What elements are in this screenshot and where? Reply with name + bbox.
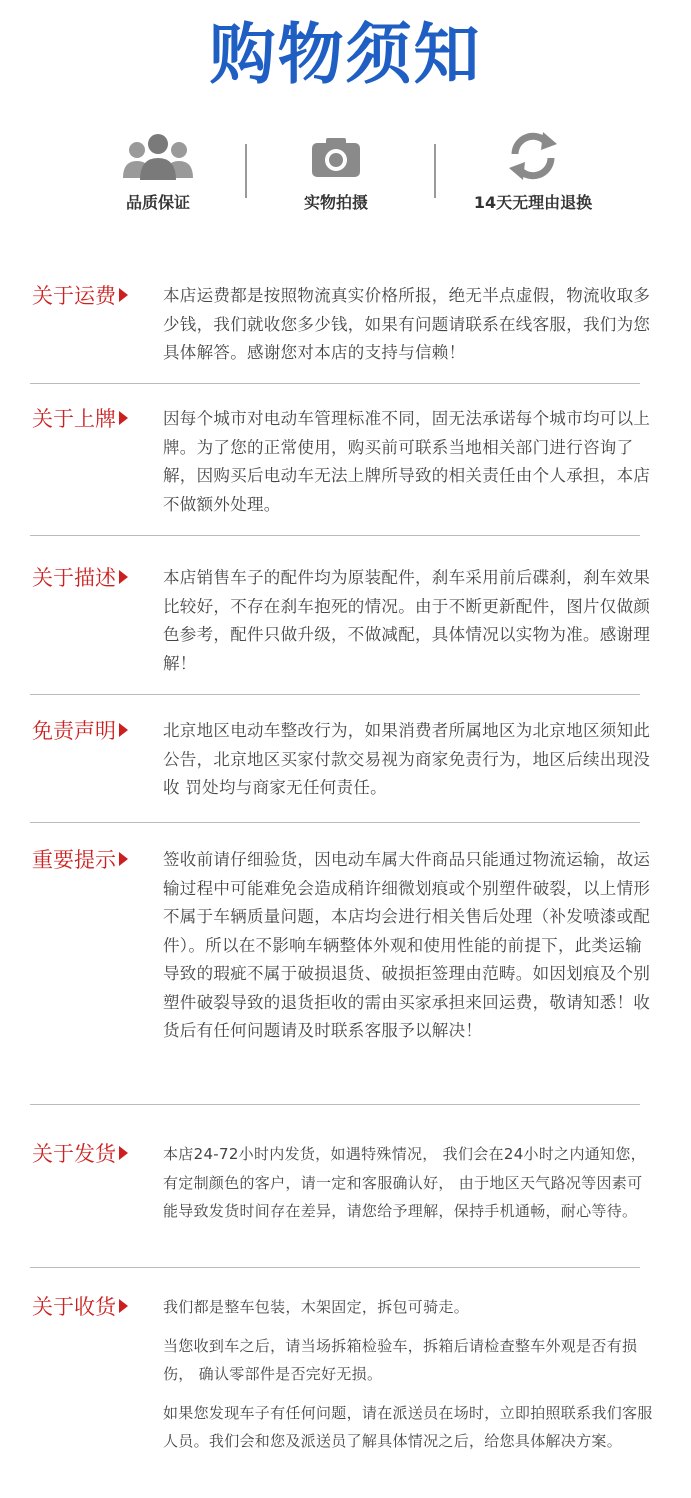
feature-divider	[434, 144, 436, 198]
section-label: 关于描述	[32, 564, 128, 592]
section-label: 关于上牌	[32, 405, 128, 433]
section-label: 关于运费	[32, 282, 128, 310]
section-body: 因每个城市对电动车管理标准不同，固无法承诺每个城市均可以上牌。为了您的正常使用，购买前可联系当地相关部门进行咨询了解，因购买后电动车无法上牌所导致的相关责任由个人承担，本店不做额外处理。	[163, 409, 651, 514]
section-body: 本店24-72小时内发货，如遇特殊情况， 我们会在24小时之内通知您，有定制颜色的客户，请一定和客服确认好， 由于地区天气路况等因素可能导致发货时间存在差异，请您给予理解，保持手机通畅，耐心等待。	[163, 1145, 646, 1220]
section-body: 北京地区电动车整改行为，如果消费者所属地区为北京地区须知此公告，北京地区买家付款交易视为商家免责行为，地区后续出现没收 罚处均与商家无任何责任。	[163, 721, 651, 797]
section-body	[163, 1293, 653, 1466]
divider	[30, 1267, 640, 1268]
camera-icon	[306, 128, 366, 184]
feature-strip	[68, 128, 638, 220]
triangle-arrow-icon	[119, 288, 128, 302]
divider	[30, 822, 640, 823]
divider	[30, 694, 640, 695]
triangle-arrow-icon	[119, 411, 128, 425]
feature-label-return: 14天无理由退换	[473, 193, 593, 212]
triangle-arrow-icon	[119, 570, 128, 584]
divider	[30, 535, 640, 536]
section-body: 签收前请仔细验货，因电动车属大件商品只能通过物流运输，故运输过程中可能难免会造成稍许细微划痕或个别塑件破裂，以上情形不属于车辆质量问题，本店均会进行相关售后处理（补发喷漆或配件）。所以在不影响车辆整体外观和使用性能的前提下，此类运输导致的瑕疵不属于破损退货、破损拒签理由范畴。如因划痕及个别塑件破裂导致的退货拒收的需由买家承担来回运费，敬请知悉！收货后有任何问题请及时联系客服予以解决！	[163, 850, 651, 1040]
section-label: 关于发货	[32, 1140, 128, 1168]
paragraph: 我们都是整车包装，木架固定，拆包可骑走。	[163, 1298, 470, 1316]
feature-quality	[68, 128, 248, 220]
paragraph: 如果您发现车子有任何问题，请在派送员在场时，立即拍照联系我们客服人员。我们会和您及派送员了解具体情况之后，给您具体解决方案。	[163, 1403, 653, 1450]
triangle-arrow-icon	[119, 723, 128, 737]
feature-real-photo	[246, 128, 426, 220]
feature-return	[443, 128, 623, 220]
divider	[30, 1104, 640, 1105]
people-icon	[118, 128, 198, 184]
refresh-icon	[503, 128, 563, 184]
section-label: 重要提示	[32, 846, 128, 874]
section-body: 本店销售车子的配件均为原装配件，刹车采用前后碟刹，刹车效果比较好，不存在刹车抱死的情况。由于不断更新配件，图片仅做颜色参考，配件只做升级，不做减配，具体情况以实物为准。感谢理解！	[163, 568, 651, 673]
triangle-arrow-icon	[119, 852, 128, 866]
paragraph: 当您收到车之后，请当场拆箱检验车，拆箱后请检查整车外观是否有损伤， 确认零部件是否完好无损。	[163, 1336, 638, 1383]
section-label: 关于收货	[32, 1293, 128, 1321]
page-title: 购物须知	[209, 16, 482, 93]
feature-label-quality: 品质保证	[125, 193, 190, 212]
feature-label-photo: 实物拍摄	[303, 193, 368, 212]
section-label: 免责声明	[32, 717, 128, 745]
triangle-arrow-icon	[119, 1146, 128, 1160]
section-body: 本店运费都是按照物流真实价格所报，绝无半点虚假，物流收取多少钱，我们就收您多少钱，如果有问题请联系在线客服，我们为您具体解答。感谢您对本店的支持与信赖！	[163, 286, 651, 362]
divider	[30, 383, 640, 384]
triangle-arrow-icon	[119, 1299, 128, 1313]
